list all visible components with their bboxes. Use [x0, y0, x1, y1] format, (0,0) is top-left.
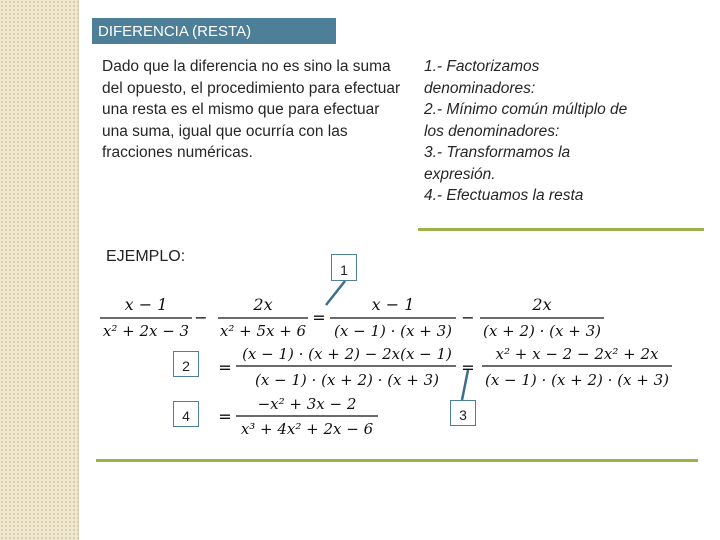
step-line: denominadores: [424, 79, 536, 97]
example-label: EJEMPLO: [106, 248, 186, 265]
intro-paragraph: Dado que la diferencia no es sino la suma del opuesto, el procedimiento para efectuar una resta es el mismo que para efectuar una suma, igual que ocurría con las fracciones numéricas. [102, 58, 401, 161]
fraction-f-numerator: x² + x − 2 − 2x² + 2x [495, 345, 659, 363]
marker-4: 4 [173, 401, 199, 427]
fraction-d-numerator: 2x [532, 295, 552, 314]
fraction-c-denominator: (x − 1) · (x + 3) [334, 322, 452, 340]
step-line: 1.- Factorizamos [424, 58, 540, 75]
fraction-g-numerator: −x² + 3x − 2 [257, 395, 357, 413]
step-line: 4.- Efectuamos la resta [424, 187, 584, 204]
equals-sign: = [312, 308, 326, 327]
fraction-e-numerator: (x − 1) · (x + 2) − 2x(x − 1) [242, 345, 452, 363]
equals-sign: = [461, 358, 475, 377]
slide-title: DIFERENCIA (RESTA) [92, 18, 336, 44]
fraction-a-denominator: x² + 2x − 3 [102, 322, 190, 340]
fraction-f-denominator: (x − 1) · (x + 2) · (x + 3) [484, 371, 670, 389]
minus-sign: − [461, 308, 475, 327]
step-line: los denominadores: [424, 122, 560, 140]
fraction-e-denominator: (x − 1) · (x + 2) · (x + 3) [254, 371, 440, 389]
fraction-d-denominator: (x + 2) · (x + 3) [483, 322, 601, 340]
minus-sign: − [194, 308, 208, 327]
marker-1: 1 [331, 254, 357, 281]
fraction-a-numerator: x − 1 [124, 295, 168, 314]
step-line: 2.- Mínimo común múltiplo de [424, 101, 628, 118]
equals-sign: = [218, 407, 232, 426]
marker-2: 2 [173, 351, 199, 377]
marker-3: 3 [450, 400, 476, 426]
step-line: expresión. [424, 165, 496, 183]
step-line: 3.- Transformamos la [424, 144, 571, 161]
equals-sign: = [218, 358, 232, 377]
fraction-g-denominator: x³ + 4x² + 2x − 6 [240, 420, 374, 438]
fraction-b-numerator: 2x [253, 295, 273, 314]
fraction-b-denominator: x² + 5x + 6 [219, 322, 307, 340]
marker-1-pointer [326, 281, 345, 305]
fraction-c-numerator: x − 1 [371, 295, 415, 314]
